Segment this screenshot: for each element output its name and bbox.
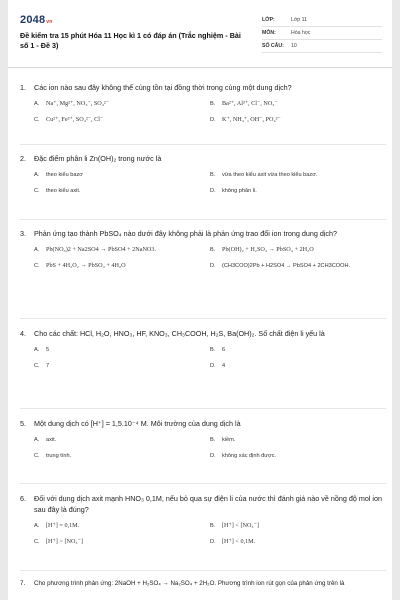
question-divider xyxy=(20,144,386,145)
option-letter: C. xyxy=(34,539,40,545)
option-d[interactable] xyxy=(210,452,386,460)
question-text: Đối với dung dịch axit mạnh HNO₃ 0,1M, nếu bỏ qua sự điện li của nước thì đánh giá nào về nồng độ mol ion sau đây là đúng? xyxy=(34,494,383,514)
question-number: 3. xyxy=(20,229,26,238)
answer-options xyxy=(34,522,386,546)
option-d[interactable] xyxy=(210,362,386,370)
option-letter: C. xyxy=(34,453,40,459)
option-letter: B. xyxy=(210,523,216,529)
option-letter: D. xyxy=(210,539,216,545)
question-stem xyxy=(20,153,386,164)
option-text: 5 xyxy=(46,347,50,353)
option-text: trung tính. xyxy=(46,453,72,459)
option-letter: A. xyxy=(34,101,40,107)
meta-row-grade xyxy=(262,14,382,27)
option-text: [H⁺] = 0,1M. xyxy=(46,522,80,529)
question-6 xyxy=(20,493,386,546)
option-text: theo kiểu axit. xyxy=(46,188,81,194)
option-letter: B. xyxy=(210,437,216,443)
option-b[interactable] xyxy=(210,246,386,254)
meta-value: 10 xyxy=(291,43,297,49)
question-2 xyxy=(20,153,386,195)
meta-label: SỐ CÂU: xyxy=(262,43,284,49)
option-c[interactable] xyxy=(34,116,210,124)
option-a[interactable] xyxy=(34,436,210,444)
option-b[interactable] xyxy=(210,171,386,179)
answer-options xyxy=(34,246,386,270)
question-4 xyxy=(20,328,386,370)
question-text: Phản ứng tạo thành PbSO₄ nào dưới đây không phải là phản ứng trao đổi ion trong dung dịch? xyxy=(34,229,338,238)
option-c[interactable] xyxy=(34,362,210,370)
question-number: 1. xyxy=(20,83,26,92)
logo-text: 2048 xyxy=(20,14,46,26)
question-divider xyxy=(20,483,386,484)
question-divider xyxy=(20,408,386,409)
option-b[interactable] xyxy=(210,522,386,530)
option-c[interactable] xyxy=(34,262,210,270)
meta-label: LỚP: xyxy=(262,17,275,23)
question-divider xyxy=(20,570,386,571)
option-b[interactable] xyxy=(210,100,386,108)
option-d[interactable] xyxy=(210,116,386,124)
option-letter: A. xyxy=(34,172,40,178)
meta-row-subject xyxy=(262,27,382,40)
logo-suffix: vn xyxy=(46,19,53,25)
exam-meta xyxy=(262,14,382,53)
option-text: Pb(OH)₂ + H₂SO₄ → PbSO₄ + 2H₂O xyxy=(222,246,314,253)
option-b[interactable] xyxy=(210,346,386,354)
question-1 xyxy=(20,82,386,124)
option-a[interactable] xyxy=(34,522,210,530)
option-text: 4 xyxy=(222,363,226,369)
option-text: Cu²⁺, Fe³⁺, SO₄²⁻, Cl⁻ xyxy=(46,116,104,123)
meta-value: Hóa học xyxy=(291,30,311,36)
question-divider xyxy=(20,219,386,220)
option-text: Ba²⁺, Al³⁺, Cl⁻, NO₃⁻ xyxy=(222,100,278,107)
option-letter: C. xyxy=(34,263,40,269)
question-text: Cho phương trình phản ứng: 2NaOH + H₂SO₄ → Na₂SO₄ + 2H₂O. Phương trình ion rút gọn của phản ứng trên là xyxy=(34,580,345,587)
option-d[interactable] xyxy=(210,538,386,546)
option-text: vừa theo kiểu axit vừa theo kiểu bazơ. xyxy=(222,172,318,178)
option-text: Na⁺, Mg²⁺, NO₃⁻, SO₄²⁻ xyxy=(46,100,110,107)
option-text: không phân li. xyxy=(222,188,257,194)
option-b[interactable] xyxy=(210,436,386,444)
option-letter: D. xyxy=(210,363,216,369)
question-text: Các ion nào sau đây không thể cùng tồn tại đồng thời trong cùng một dung dịch? xyxy=(34,83,292,92)
option-letter: C. xyxy=(34,117,40,123)
option-text: [H⁺] < 0,1M. xyxy=(222,538,256,545)
option-c[interactable] xyxy=(34,187,210,195)
exam-header xyxy=(8,0,392,68)
option-letter: A. xyxy=(34,437,40,443)
question-7 xyxy=(20,579,386,588)
option-text: không xác định được. xyxy=(222,453,277,459)
answer-options xyxy=(34,436,386,460)
question-5 xyxy=(20,418,386,460)
question-stem xyxy=(20,493,386,515)
option-text: axit. xyxy=(46,437,57,443)
option-text: PbS + 4H₂O₂ → PbSO₄ + 4H₂O xyxy=(46,262,126,269)
option-letter: D. xyxy=(210,263,216,269)
option-text: K⁺, NH₄⁺, OH⁻, PO₄³⁻ xyxy=(222,116,281,123)
document-page xyxy=(8,0,392,600)
option-c[interactable] xyxy=(34,452,210,460)
question-3 xyxy=(20,228,386,270)
question-text: Cho các chất: HCl, H₂O, HNO₃, HF, KNO₃, CH₃COOH, H₂S, Ba(OH)₂. Số chất điện li yếu là xyxy=(34,329,325,338)
option-letter: A. xyxy=(34,347,40,353)
answer-options xyxy=(34,171,386,195)
option-letter: D. xyxy=(210,117,216,123)
option-text: [H⁺] < [NO₃⁻] xyxy=(222,522,259,529)
question-text: Đặc điểm phân li Zn(OH)₂ trong nước là xyxy=(34,154,162,163)
option-letter: B. xyxy=(210,101,216,107)
option-text: 6 xyxy=(222,347,226,353)
answer-options xyxy=(34,100,386,124)
option-d[interactable] xyxy=(210,262,386,270)
option-letter: A. xyxy=(34,523,40,529)
question-stem xyxy=(20,328,386,339)
question-text: Một dung dịch có [H⁺] = 1,5.10⁻⁴ M. Môi trường của dung dịch là xyxy=(34,419,241,428)
meta-row-count xyxy=(262,40,382,53)
option-text: (CH3COO)2Pb + H2SO4 → PbSO4 + 2CH3COOH. xyxy=(222,263,351,269)
question-number: 6. xyxy=(20,494,26,503)
question-divider xyxy=(20,318,386,319)
site-logo[interactable] xyxy=(20,14,53,26)
option-letter: D. xyxy=(210,453,216,459)
option-letter: C. xyxy=(34,363,40,369)
option-text: Pb(NO₃)2 + Na2SO4 → PbSO4 + 2NaNO3. xyxy=(46,246,157,253)
question-stem xyxy=(20,418,386,429)
option-letter: B. xyxy=(210,347,216,353)
question-stem xyxy=(20,82,386,93)
option-c[interactable] xyxy=(34,538,210,546)
option-text: theo kiểu bazơ xyxy=(46,172,83,178)
option-d[interactable] xyxy=(210,187,386,195)
option-a[interactable] xyxy=(34,171,210,179)
meta-label: MÔN: xyxy=(262,30,276,36)
question-stem xyxy=(20,579,386,588)
question-stem xyxy=(20,228,386,239)
answer-options xyxy=(34,346,386,370)
question-number: 7. xyxy=(20,580,26,587)
question-number: 5. xyxy=(20,419,26,428)
option-letter: D. xyxy=(210,188,216,194)
option-letter: A. xyxy=(34,247,40,253)
option-a[interactable] xyxy=(34,246,210,254)
option-letter: B. xyxy=(210,247,216,253)
option-text: kiềm. xyxy=(222,437,236,443)
option-text: [H⁺] > [NO₃⁻] xyxy=(46,538,83,545)
exam-title: Đề kiểm tra 15 phút Hóa 11 Học kì 1 có đáp án (Trắc nghiệm - Bài số 1 - Đề 3) xyxy=(20,31,241,50)
option-a[interactable] xyxy=(34,100,210,108)
option-a[interactable] xyxy=(34,346,210,354)
option-text: 7 xyxy=(46,363,50,369)
question-number: 4. xyxy=(20,329,26,338)
question-number: 2. xyxy=(20,154,26,163)
meta-value: Lớp 11 xyxy=(291,17,307,23)
option-letter: B. xyxy=(210,172,216,178)
option-letter: C. xyxy=(34,188,40,194)
